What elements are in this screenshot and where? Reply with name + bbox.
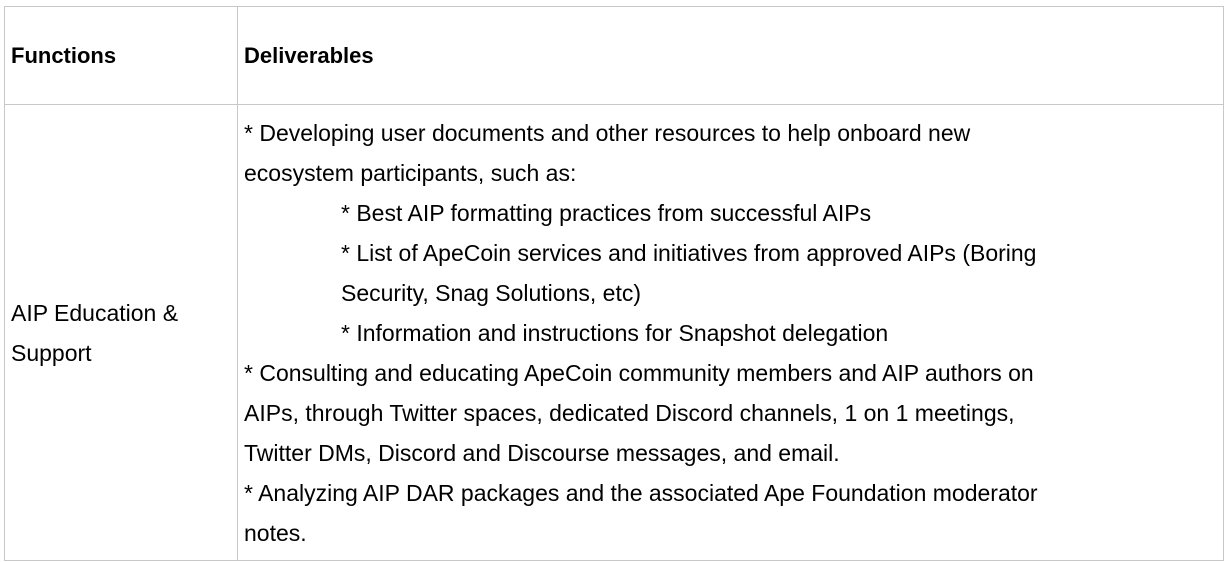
function-cell: [5, 105, 238, 561]
deliverable-subitem-line: * List of ApeCoin services and initiatives from approved AIPs (Boring: [341, 239, 1037, 266]
deliverable-subitem-line: * Information and instructions for Snapshot delegation: [341, 319, 889, 346]
deliverable-line: * Consulting and educating ApeCoin community members and AIP authors on: [244, 359, 1034, 386]
deliverables-cell: [238, 105, 1224, 561]
deliverable-line: Twitter DMs, Discord and Discourse messages, and email.: [244, 439, 840, 466]
deliverable-line: * Developing user documents and other resources to help onboard new: [244, 119, 971, 146]
deliverable-subitem-line: Security, Snag Solutions, etc): [341, 279, 641, 306]
deliverable-line: * Analyzing AIP DAR packages and the associated Ape Foundation moderator: [244, 479, 1038, 506]
header-deliverables: Deliverables: [238, 7, 1224, 105]
deliverables-table: [4, 6, 1224, 561]
deliverable-subitem-line: * Best AIP formatting practices from successful AIPs: [341, 199, 872, 226]
deliverable-line: ecosystem participants, such as:: [244, 159, 577, 186]
deliverable-line: AIPs, through Twitter spaces, dedicated Discord channels, 1 on 1 meetings,: [244, 399, 1015, 426]
function-line: Support: [11, 339, 92, 366]
table-row: [5, 105, 1224, 561]
header-functions: Functions: [5, 7, 238, 105]
function-line: AIP Education &: [11, 299, 179, 326]
table-header-row: [5, 7, 1224, 105]
deliverable-line: notes.: [244, 519, 307, 546]
